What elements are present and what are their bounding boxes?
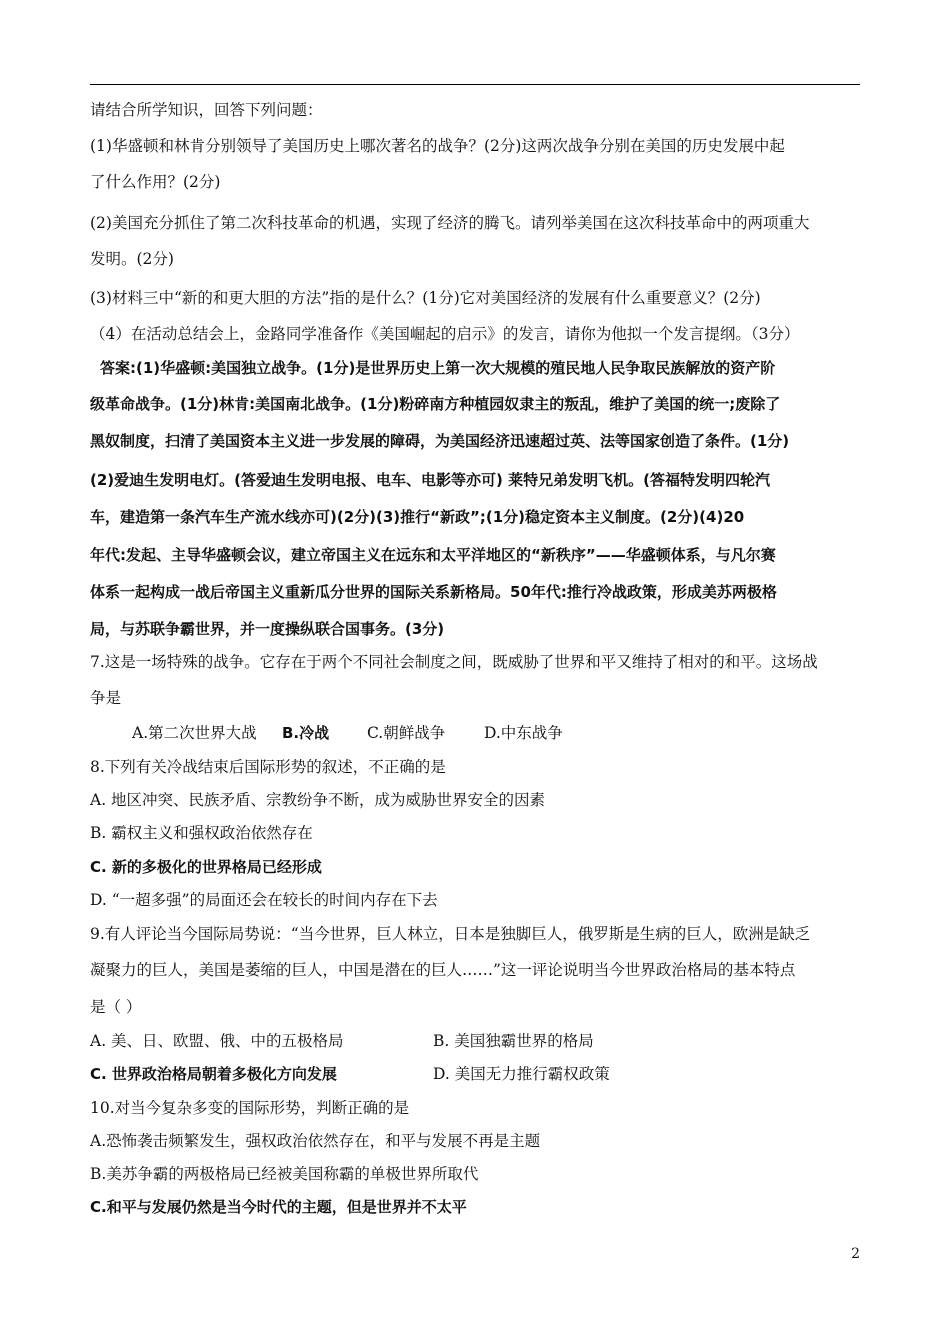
question-4: （4）在活动总结会上，金路同学准备作《美国崛起的启示》的发言，请你为他拟一个发言提纲。（3分） — [90, 325, 800, 343]
question-8-stem: 8.下列有关冷战结束后国际形势的叙述，不正确的是 — [90, 758, 446, 776]
question-3: (3)材料三中“新的和更大胆的方法”指的是什么？(1分)它对美国经济的发展有什么重要意义？(2分) — [90, 289, 761, 307]
q8-option-b: B. 霸权主义和强权政治依然存在 — [90, 824, 313, 842]
intro-text: 请结合所学知识，回答下列问题： — [90, 101, 323, 119]
question-7-stem-1: 7.这是一场特殊的战争。它存在于两个不同社会制度之间，既威胁了世界和平又维持了相对的和平。这场战 — [90, 653, 818, 671]
q7-option-c: C.朝鲜战争 — [367, 724, 446, 742]
q7-option-a: A.第二次世界大战 — [132, 724, 257, 742]
page-number: 2 — [851, 1246, 860, 1262]
q10-option-c: C.和平与发展仍然是当今时代的主题，但是世界并不太平 — [90, 1198, 467, 1216]
question-2-line-2: 发明。(2分) — [90, 250, 174, 268]
q10-option-a: A.恐怖袭击频繁发生，强权政治依然存在，和平与发展不再是主题 — [90, 1132, 541, 1150]
q7-option-d: D.中东战争 — [484, 724, 563, 742]
q9-option-a: A. 美、日、欧盟、俄、中的五极格局 — [90, 1032, 344, 1050]
question-2-line-1: (2)美国充分抓住了第二次科技革命的机遇，实现了经济的腾飞。请列举美国在这次科技革命中的两项重大 — [90, 214, 810, 232]
question-7-stem-2: 争是 — [90, 689, 122, 707]
question-9-stem-3: 是（ ） — [90, 998, 142, 1016]
q9-option-d: D. 美国无力推行霸权政策 — [433, 1065, 610, 1083]
answer-line-3: 黑奴制度，扫清了美国资本主义进一步发展的障碍，为美国经济迅速超过英、法等国家创造了条件。(1分) — [90, 432, 790, 450]
q8-option-a: A. 地区冲突、民族矛盾、宗教纷争不断，成为威胁世界安全的因素 — [90, 791, 546, 809]
answer-line-4: (2)爱迪生发明电灯。(答爱迪生发明电报、电车、电影等亦可) 莱特兄弟发明飞机。(答福特发明四轮汽 — [90, 471, 770, 489]
q9-option-c: C. 世界政治格局朝着多极化方向发展 — [90, 1065, 337, 1083]
header-rule — [90, 84, 860, 85]
answer-line-7: 体系一起构成一战后帝国主义重新瓜分世界的国际关系新格局。50年代:推行冷战政策，形成美苏两极格 — [90, 583, 777, 601]
question-1-line-1: (1)华盛顿和林肯分别领导了美国历史上哪次著名的战争？(2分)这两次战争分别在美国的历史发展中起 — [90, 137, 785, 155]
question-7-options — [132, 723, 902, 743]
question-10-stem: 10.对当今复杂多变的国际形势，判断正确的是 — [90, 1099, 410, 1117]
q8-option-d: D. “一超多强”的局面还会在较长的时间内存在下去 — [90, 891, 438, 909]
answer-line-8: 局，与苏联争霸世界，并一度操纵联合国事务。(3分) — [90, 620, 445, 638]
answer-line-1: 答案:(1)华盛顿:美国独立战争。(1分)是世界历史上第一次大规模的殖民地人民争取民族解放的资产阶 — [100, 359, 776, 377]
question-1-line-2: 了什么作用？(2分) — [90, 173, 221, 191]
answer-line-5: 车，建造第一条汽车生产流水线亦可)(2分)(3)推行“新政”;(1分)稳定资本主义制度。(2分)(4)20 — [90, 508, 745, 526]
q9-options-row-1 — [90, 1031, 860, 1051]
q10-option-b: B.美苏争霸的两极格局已经被美国称霸的单极世界所取代 — [90, 1165, 479, 1183]
answer-line-6: 年代:发起、主导华盛顿会议，建立帝国主义在远东和太平洋地区的“新秩序”——华盛顿体系，与凡尔赛 — [90, 546, 776, 564]
q9-options-row-2 — [90, 1064, 860, 1084]
q8-option-c: C. 新的多极化的世界格局已经形成 — [90, 858, 322, 876]
q7-option-b: B.冷战 — [282, 724, 330, 742]
answer-line-2: 级革命战争。(1分)林肯:美国南北战争。(1分)粉碎南方种植园奴隶主的叛乱，维护了美国的统一;废除了 — [90, 395, 781, 413]
question-9-stem-1: 9.有人评论当今国际局势说：“当今世界，巨人林立，日本是独脚巨人，俄罗斯是生病的巨人，欧洲是缺乏 — [90, 925, 811, 943]
q9-option-b: B. 美国独霸世界的格局 — [433, 1032, 594, 1050]
question-9-stem-2: 凝聚力的巨人，美国是萎缩的巨人，中国是潜在的巨人……”这一评论说明当今世界政治格局的基本特点 — [90, 961, 796, 979]
